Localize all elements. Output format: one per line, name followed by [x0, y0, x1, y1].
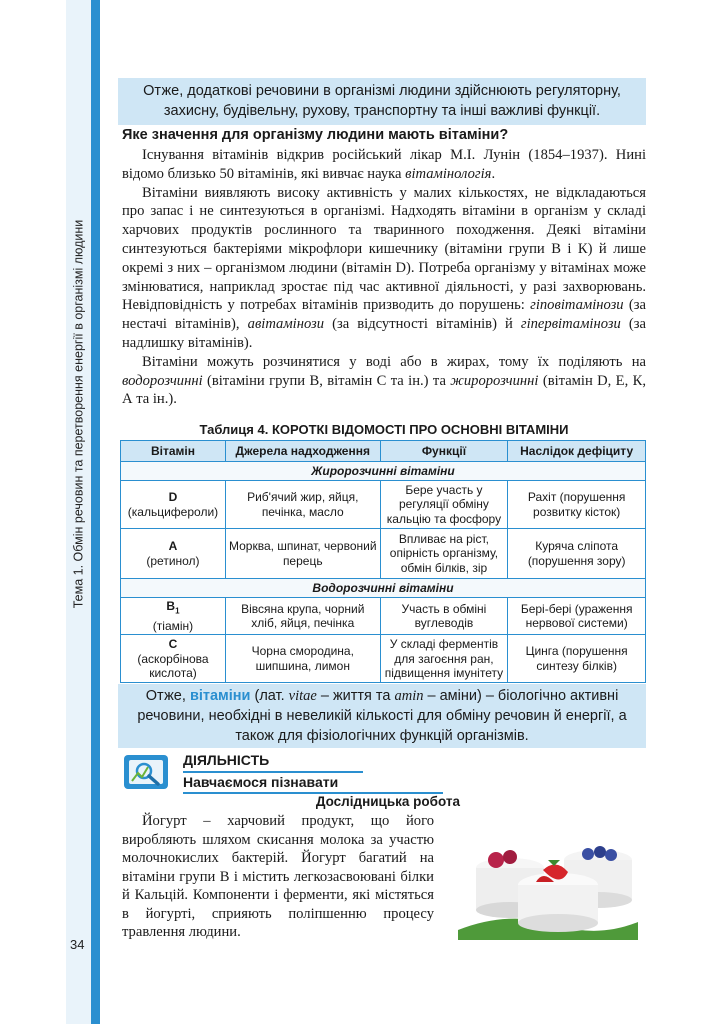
theme-title: Тема 1. Обмін речовин та перетворення енергії в організмі людини — [71, 219, 86, 609]
summary-box-definition: Отже, вітаміни (лат. vitae – життя та amin – аміни) – біологічно активні речовини, необхідні в невеликій кількості для обміну речовин й енергії, а також для фізіологічних функцій організмів. — [118, 684, 646, 748]
activity-icon — [122, 753, 174, 793]
vitamin-cell: D (кальцифероли) — [121, 481, 226, 529]
yogurt-illustration — [448, 830, 648, 940]
table-caption: Таблиця 4. КОРОТКІ ВІДОМОСТІ ПРО ОСНОВНІ ВІТАМІНИ — [199, 422, 569, 437]
term-hypovitaminosis: гіповітамінози — [530, 297, 624, 314]
term-fat-soluble: жиророзчинні — [450, 372, 539, 389]
sidebar-stripe — [91, 0, 100, 1024]
table-header-row — [121, 441, 646, 462]
paragraph-1: Існування вітамінів відкрив російський лікар М.І. Лунін (1854–1937). Нині відомо близько 50 вітамінів, які вивчає наука вітамінологія. — [122, 147, 646, 182]
summary-box-functions: Отже, додаткові речовини в організмі людини здійснюють регуляторну, захисну, будівельну, рухову, транспортну та інші важливі функції. — [118, 78, 646, 125]
deficit-cell: Куряча сліпота (порушення зору) — [508, 529, 646, 579]
function-cell: У складі ферментів для загоєння ран, підвищення імунітету — [380, 635, 508, 683]
group-water-soluble: Водорозчинні вітаміни — [121, 579, 646, 598]
activity-text: Йогурт – харчовий продукт, що його виробляють шляхом скисання молока за участю молочнокислих бактерій. Йогурт багатий на вітаміни групи В і містить легкозасвоювані білки й Кальцій. Компоненти і ферменти, які містяться в йогурті, сприяють поліпшенню процесу травлення людини. — [122, 813, 434, 940]
table-header: Функції — [380, 441, 508, 462]
term-avitaminosis: авітамінози — [247, 316, 325, 333]
page-number: 34 — [70, 937, 85, 952]
source-cell: Риб'ячий жир, яйця, печінка, масло — [225, 481, 380, 529]
vitamin-cell: $B_1$ (тіамін) — [121, 598, 226, 635]
term-vitaminology: вітамінологія — [405, 165, 492, 182]
table-header: Вітамін — [121, 441, 226, 462]
source-cell: Морква, шпинат, червоний перець — [225, 529, 380, 579]
term-water-soluble: водорозчинні — [122, 372, 203, 389]
group-fat-soluble: Жиророзчинні вітаміни — [121, 462, 646, 481]
deficit-cell: Бері-бері (ураження нервової системи) — [508, 598, 646, 635]
activity-title: ДІЯЛЬНІСТЬ — [183, 752, 270, 768]
deficit-cell: Рахіт (порушення розвитку кісток) — [508, 481, 646, 529]
source-cell: Вівсяна крупа, чорний хліб, яйця, печінка — [225, 598, 380, 635]
function-cell: Участь в обміні вуглеводів — [380, 598, 508, 635]
vitamin-cell: C (аскорбінова кислота) — [121, 635, 226, 683]
source-cell: Чорна смородина, шипшина, лимон — [225, 635, 380, 683]
table-row — [121, 481, 646, 529]
table-row — [121, 529, 646, 579]
table-group-row — [121, 579, 646, 598]
function-cell: Впливає на ріст, опірність організму, обмін білків, зір — [380, 529, 508, 579]
paragraph-2: Вітаміни виявляють високу активність у малих кількостях, не відкладаються про запас і не синтезуються в організмі. Надходять вітаміни в організм у складі харчових продуктів рослинного та тваринного походження. Деякі вітаміни синтезуються бактеріями мікрофлори кишечнику (вітаміни групи В і К) й лише окремі з них – організмом людини (вітамін D). Потреба організму у вітамінах може змінюватися, наприклад зростає під час активної діяльності, у разі захворювань. Невідповідність у потребах вітамінів призводить до порушень: гіповітамінози (за нестачі вітамінів), авітамінози (за відсутності вітамінів) й гіпервітамінози (за надлишку вітамінів). — [122, 184, 646, 351]
activity-subtitle: Навчаємося пізнавати — [183, 774, 339, 790]
vitamins-table — [120, 440, 646, 683]
main-text — [122, 146, 646, 409]
keyword-vitamins: вітаміни — [189, 688, 251, 704]
table-row — [121, 598, 646, 635]
vitamin-cell: A (ретинол) — [121, 529, 226, 579]
deficit-cell: Цинга (порушення синтезу білків) — [508, 635, 646, 683]
table-group-row — [121, 462, 646, 481]
sidebar-margin — [0, 0, 66, 1024]
table-header: Наслідок дефіциту — [508, 441, 646, 462]
table-header: Джерела надходження — [225, 441, 380, 462]
sidebar — [0, 0, 104, 1024]
section-question: Яке значення для організму людини мають вітаміни? — [122, 127, 509, 143]
function-cell: Бере участь у регуляції обміну кальцію та фосфору — [380, 481, 508, 529]
activity-title-underline — [183, 771, 363, 773]
paragraph-3: Вітаміни можуть розчинятися у воді або в жирах, тому їх поділяють на водорозчинні (вітаміни групи В, вітамін С та ін.) та жиророзчинні (вітамін D, Е, К, А та ін.). — [122, 353, 646, 408]
table-row — [121, 635, 646, 683]
research-title: Дослідницька робота — [315, 794, 460, 809]
term-hypervitaminosis: гіпервітамінози — [520, 316, 621, 333]
